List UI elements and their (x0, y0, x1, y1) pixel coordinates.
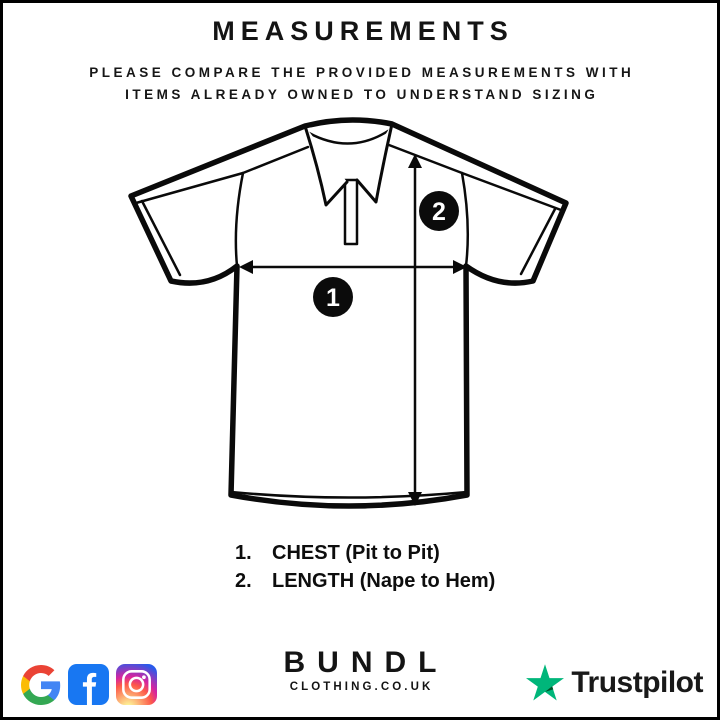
marker-2-badge (419, 191, 459, 231)
legend-number-2: 2. (235, 570, 252, 592)
page-title: MEASUREMENTS (212, 16, 514, 46)
marker-1-number: 1 (326, 284, 340, 312)
trustpilot-label: Trustpilot (571, 665, 703, 699)
legend-number-1: 1. (235, 542, 252, 564)
legend-label-length: LENGTH (Nape to Hem) (272, 570, 496, 592)
shirt-outline (131, 120, 566, 506)
subtitle-line-1: PLEASE COMPARE THE PROVIDED MEASUREMENTS WITH (89, 65, 635, 80)
polo-shirt-diagram (3, 3, 720, 720)
trustpilot-star-icon (526, 664, 564, 701)
legend-item-chest (235, 539, 495, 567)
legend-item-length (235, 567, 495, 595)
brand-name: BUNDL (283, 646, 449, 679)
measurement-legend (235, 539, 495, 595)
brand-domain: CLOTHING.CO.UK (289, 681, 434, 693)
legend-label-chest: CHEST (Pit to Pit) (272, 542, 440, 564)
marker-1-badge (313, 277, 353, 317)
marker-2-number: 2 (432, 198, 446, 226)
placket (345, 180, 357, 244)
trustpilot-logo (526, 664, 703, 701)
subtitle-line-2: ITEMS ALREADY OWNED TO UNDERSTAND SIZING (125, 87, 599, 102)
